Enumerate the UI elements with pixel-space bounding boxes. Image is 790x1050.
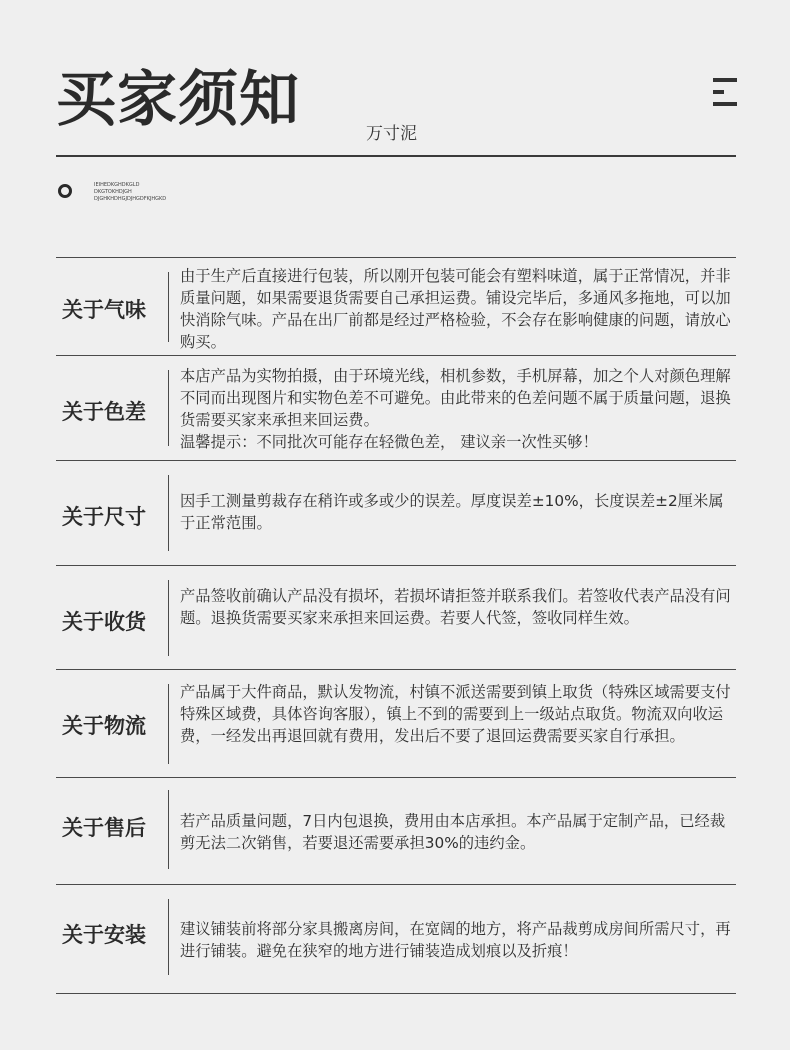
section-paragraph: 由于生产后直接进行包装，所以刚开包装可能会有塑料味道，属于正常情况，并非质量问题，如果需要退货需要自己承担运费。铺设完毕后，多通风多拖地，可以加快消除气味。产品在出厂前都是经过严格检验，不会存在影响健康的问题，请放心购买。 <box>180 267 731 351</box>
section-divider <box>168 370 169 446</box>
notice-section-size <box>56 460 736 566</box>
section-paragraph: 本店产品为实物拍摄，由于环境光线，相机参数，手机屏幕，加之个人对颜色理解不同而出现图片和实物色差不可避免。由此带来的色差问题不属于质量问题，退换货需要买家来承担来回运费。 <box>180 367 731 429</box>
section-label: 关于色差 <box>62 400 146 424</box>
section-label: 关于尺寸 <box>62 505 146 529</box>
decorative-caption <box>94 182 166 203</box>
notice-section-receipt <box>56 565 736 670</box>
caption-line: IEIHEDKGHDKGLD <box>94 182 140 188</box>
section-label: 关于物流 <box>62 714 146 738</box>
notice-section-odor <box>56 257 736 356</box>
section-body <box>180 490 732 534</box>
menu-icon[interactable] <box>713 78 737 106</box>
section-label: 关于安装 <box>62 923 146 947</box>
section-divider <box>168 899 169 975</box>
section-paragraph: 产品签收前确认产品没有损坏，若损坏请拒签并联系我们。若签收代表产品没有问题。退换货需要买家来承担来回运费。若要人代签，签收同样生效。 <box>180 587 731 627</box>
section-body <box>180 810 732 854</box>
section-body <box>180 265 732 353</box>
caption-line: DJGHKHDHGJDJHGDFKJHGKD <box>94 196 167 202</box>
notice-section-after-sales <box>56 777 736 885</box>
section-divider <box>168 790 169 869</box>
section-paragraph: 若产品质量问题，7日内包退换，费用由本店承担。本产品属于定制产品，已经裁剪无法二次销售，若要退还需要承担30%的违约金。 <box>180 812 726 852</box>
section-body <box>180 365 732 453</box>
footer-divider <box>56 993 736 994</box>
section-body <box>180 585 732 629</box>
section-divider <box>168 684 169 764</box>
notice-section-installation <box>56 884 736 994</box>
section-label: 关于收货 <box>62 610 146 634</box>
section-label: 关于售后 <box>62 816 146 840</box>
ring-icon <box>58 184 72 198</box>
header-divider <box>56 155 736 157</box>
section-body <box>180 918 732 962</box>
section-paragraph: 产品属于大件商品，默认发物流，村镇不派送需要到镇上取货（特殊区域需要支付特殊区域费，具体咨询客服），镇上不到的需要到上一级站点取货。物流双向收运费，一经发出再退回就有费用，发出后不要了退回运费需要买家自行承担。 <box>180 683 731 745</box>
section-divider <box>168 580 169 656</box>
section-body <box>180 681 732 747</box>
notice-section-color <box>56 355 736 461</box>
section-paragraph: 建议铺装前将部分家具搬离房间，在宽阔的地方，将产品裁剪成房间所需尺寸，再进行铺装。避免在狭窄的地方进行铺装造成划痕以及折痕！ <box>180 920 731 960</box>
notice-section-logistics <box>56 669 736 778</box>
page-title: 买家须知 <box>56 65 300 135</box>
caption-line: DKGTOKHDJGH <box>94 189 132 195</box>
section-label: 关于气味 <box>62 298 146 322</box>
section-divider <box>168 475 169 551</box>
brand-name: 万寸泥 <box>366 124 417 144</box>
section-paragraph: 温馨提示：不同批次可能存在轻微色差， 建议亲一次性买够！ <box>180 433 598 451</box>
section-divider <box>168 272 169 342</box>
section-paragraph: 因手工测量剪裁存在稍许或多或少的误差。厚度误差±10%，长度误差±2厘米属于正常范围。 <box>180 492 724 532</box>
